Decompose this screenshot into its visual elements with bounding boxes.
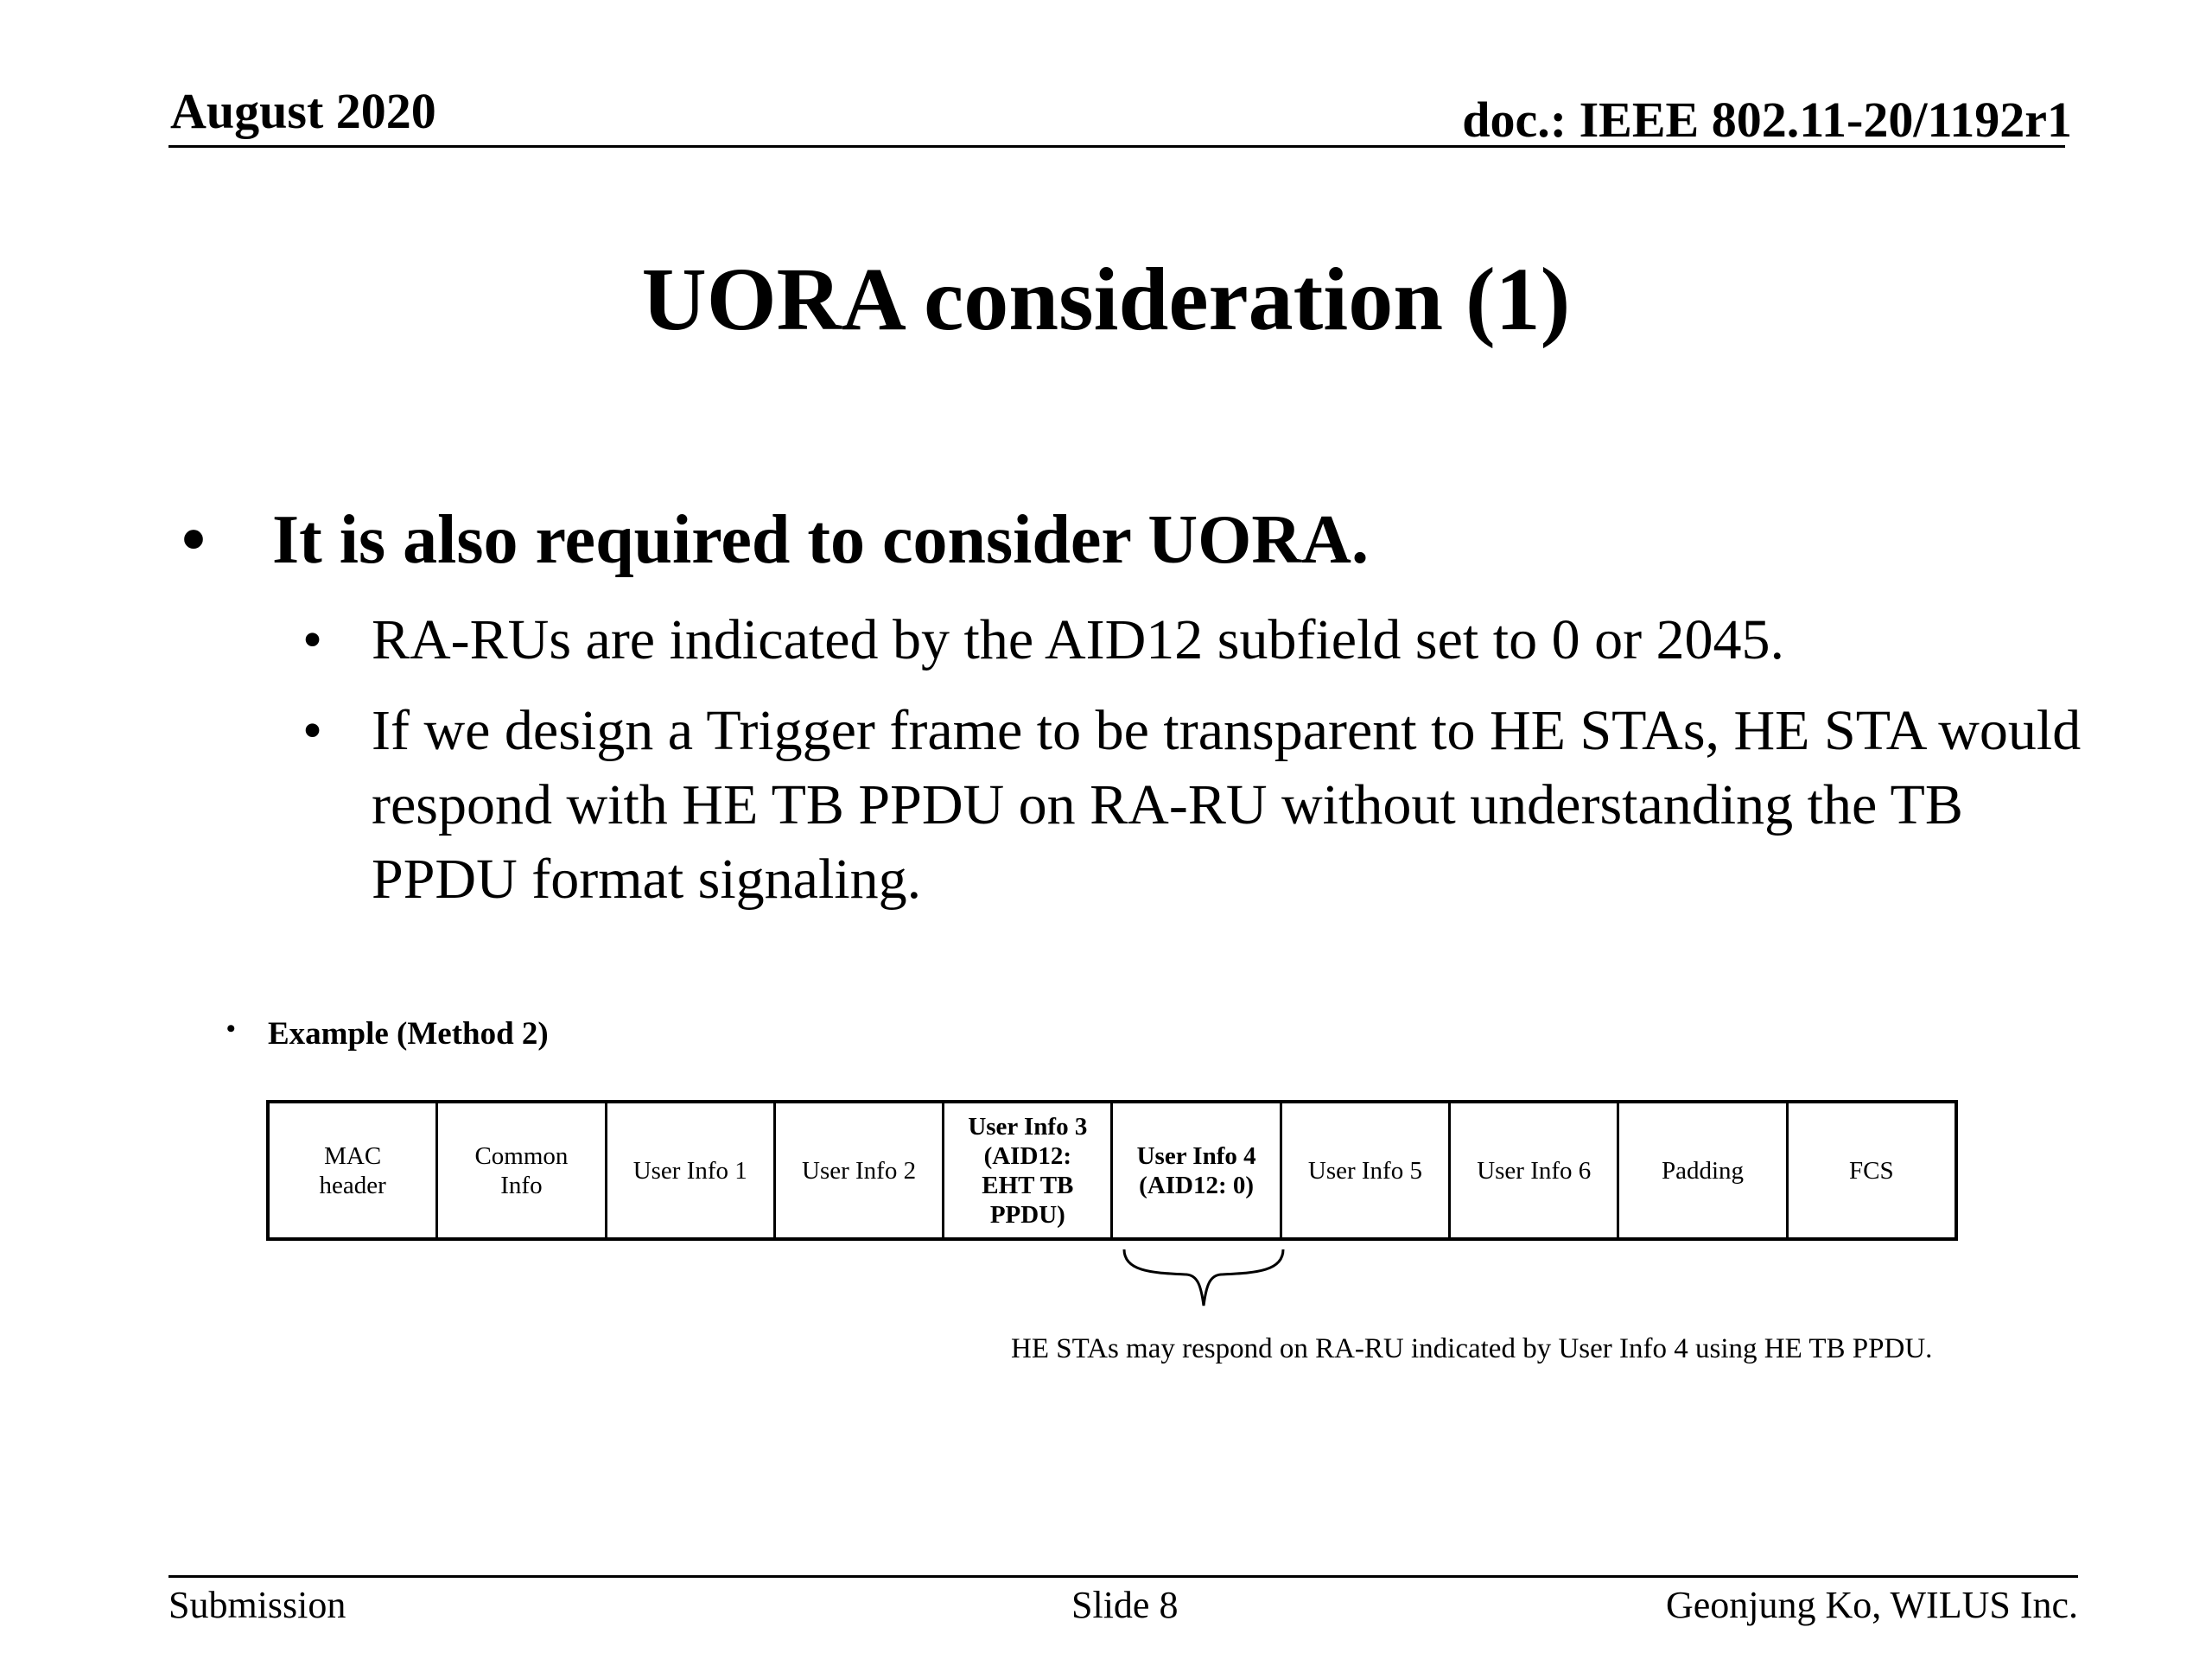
sub-bullet-1-text: RA-RUs are indicated by the AID12 subfield set to 0 or 2045. [372, 608, 1785, 671]
field-user-info-6: User Info 6 [1451, 1103, 1619, 1237]
field-common-info: Common Info [438, 1103, 607, 1237]
field-user-info-5: User Info 5 [1282, 1103, 1451, 1237]
field-fcs: FCS [1849, 1156, 1894, 1185]
field-padding: Padding [1619, 1103, 1788, 1237]
sub-bullet-2-text: If we design a Trigger frame to be transparent to HE STAs, HE STA would respond with HE TB PPDU on RA-RU without understanding the TB PPDU format signaling. [372, 699, 2082, 911]
field-user-info-4: User Info 4 (AID12: 0) [1113, 1103, 1281, 1237]
trigger-frame-diagram [266, 1100, 1958, 1241]
curly-brace [1122, 1247, 1286, 1309]
bullet-main [181, 502, 1369, 578]
bullet-marker: • [302, 699, 323, 762]
footer-rule [168, 1575, 2078, 1578]
header-date: August 2020 [170, 83, 436, 139]
field-mac-header: MAC header [270, 1103, 438, 1237]
bullet-marker: • [226, 1014, 236, 1043]
slide-title: UORA consideration (1) [641, 250, 1571, 349]
bullet-main-text: It is also required to consider UORA. [272, 502, 1369, 578]
brace-note: HE STAs may respond on RA-RU indicated by User Info 4 using HE TB PPDU. [1011, 1333, 1933, 1364]
header-doc-id: doc.: IEEE 802.11-20/1192r1 [1462, 92, 2072, 148]
field-user-info-2: User Info 2 [776, 1103, 944, 1237]
footer-slide-number: Slide 8 [1071, 1584, 1179, 1626]
example-label: Example (Method 2) [268, 1016, 549, 1052]
footer-submission: Submission [168, 1584, 346, 1626]
field-user-info-3: User Info 3 (AID12: EHT TB PPDU) [944, 1103, 1113, 1237]
field-user-info-1: User Info 1 [607, 1103, 776, 1237]
bullet-marker: • [181, 502, 207, 578]
footer-author: Geonjung Ko, WILUS Inc. [1666, 1584, 2078, 1626]
header-rule [168, 145, 2065, 148]
bullet-marker: • [302, 608, 323, 671]
